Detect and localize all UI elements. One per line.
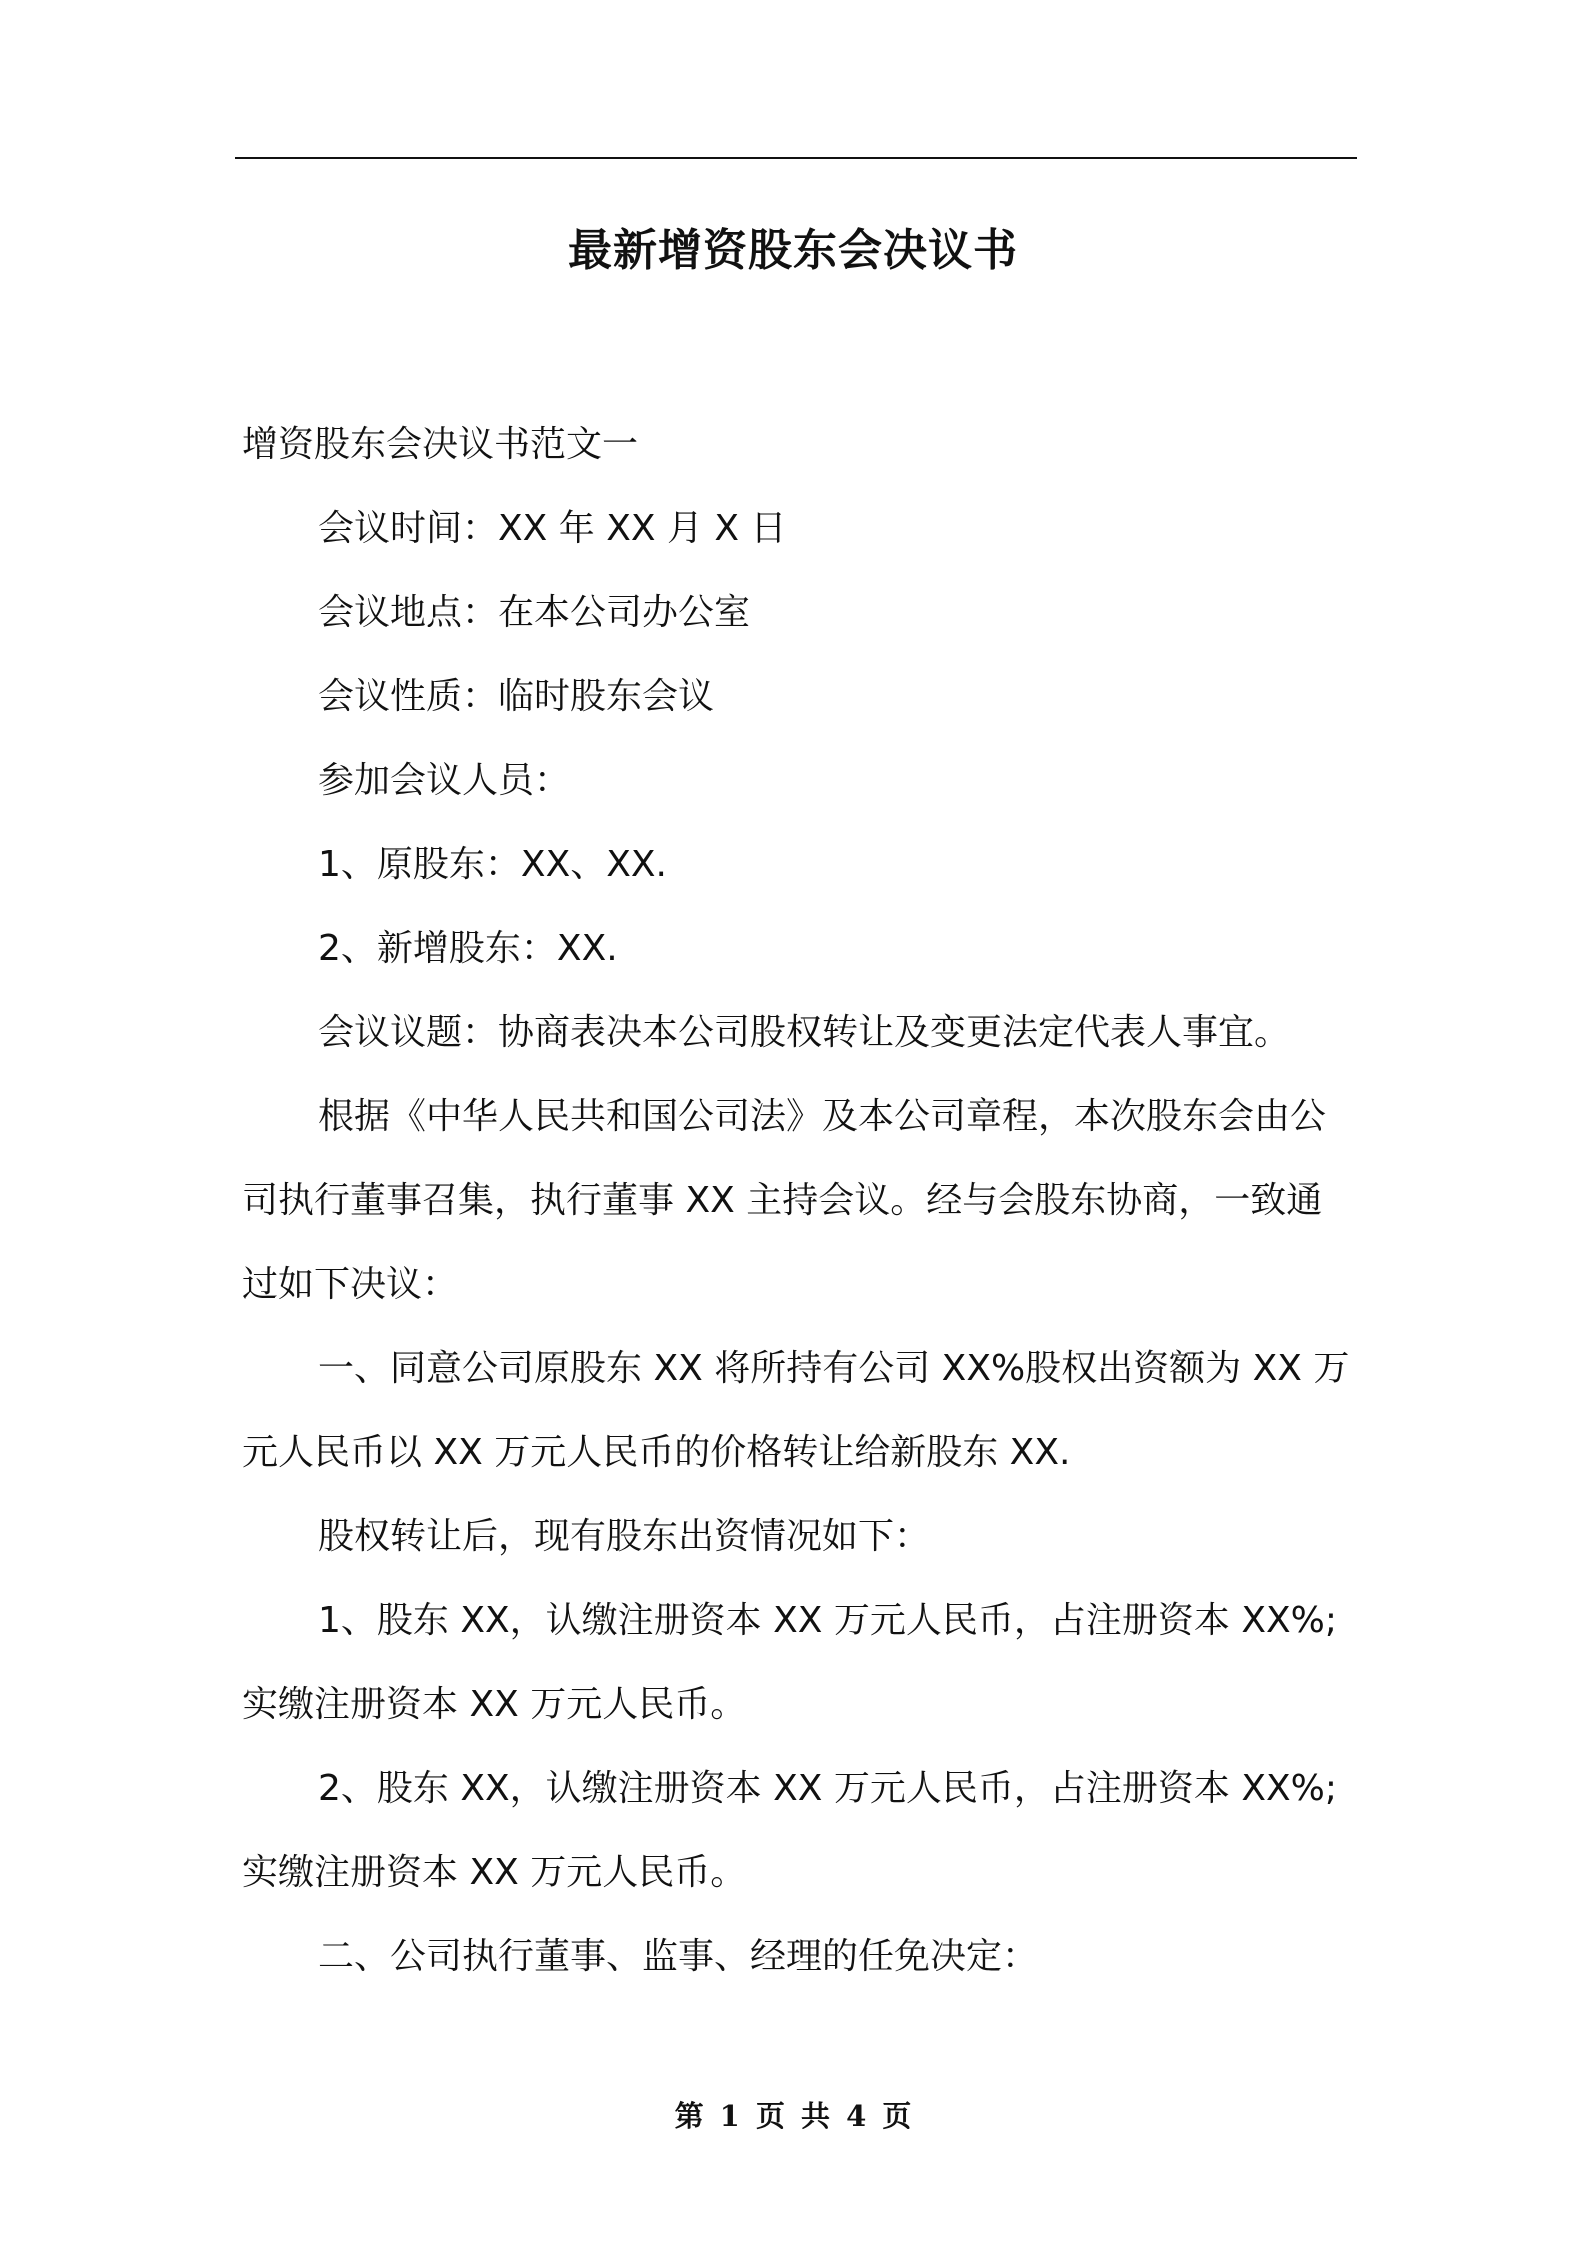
- paragraph: 根据《中华人民共和国公司法》及本公司章程，本次股东会由公司执行董事召集，执行董事 XX 主持会议。经与会股东协商，一致通过如下决议：: [242, 1096, 1327, 1305]
- paragraph: 2、股东 XX，认缴注册资本 XX 万元人民币，占注册资本 XX%;实缴注册资本 XX 万元人民币。: [242, 1768, 1337, 1893]
- page-number: 第 1 页 共 4 页: [674, 2099, 912, 2133]
- paragraph: 股权转让后，现有股东出资情况如下：: [318, 1516, 931, 1557]
- paragraph: 会议议题：协商表决本公司股权转让及变更法定代表人事宜。: [318, 1012, 1291, 1053]
- header-rule: [235, 157, 1357, 159]
- paragraph: 1、原股东：XX、XX.: [318, 844, 667, 885]
- paragraph: 1、股东 XX，认缴注册资本 XX 万元人民币，占注册资本 XX%;实缴注册资本 XX 万元人民币。: [242, 1600, 1337, 1725]
- paragraph: 参加会议人员：: [318, 760, 571, 801]
- document-body: [242, 403, 1356, 1999]
- paragraph: 二、公司执行董事、监事、经理的任免决定：: [318, 1936, 1039, 1977]
- paragraph: 一、同意公司原股东 XX 将所持有公司 XX%股权出资额为 XX 万元人民币以 XX 万元人民币的价格转让给新股东 XX.: [242, 1348, 1350, 1473]
- page-title: 最新增资股东会决议书: [568, 225, 1018, 276]
- paragraph: 2、新增股东：XX.: [318, 928, 618, 969]
- paragraph: 会议性质：临时股东会议: [318, 676, 715, 717]
- paragraph: 会议时间：XX 年 XX 月 X 日: [318, 508, 787, 549]
- paragraph: 会议地点：在本公司办公室: [318, 592, 751, 633]
- paragraph: 增资股东会决议书范文一: [242, 424, 639, 465]
